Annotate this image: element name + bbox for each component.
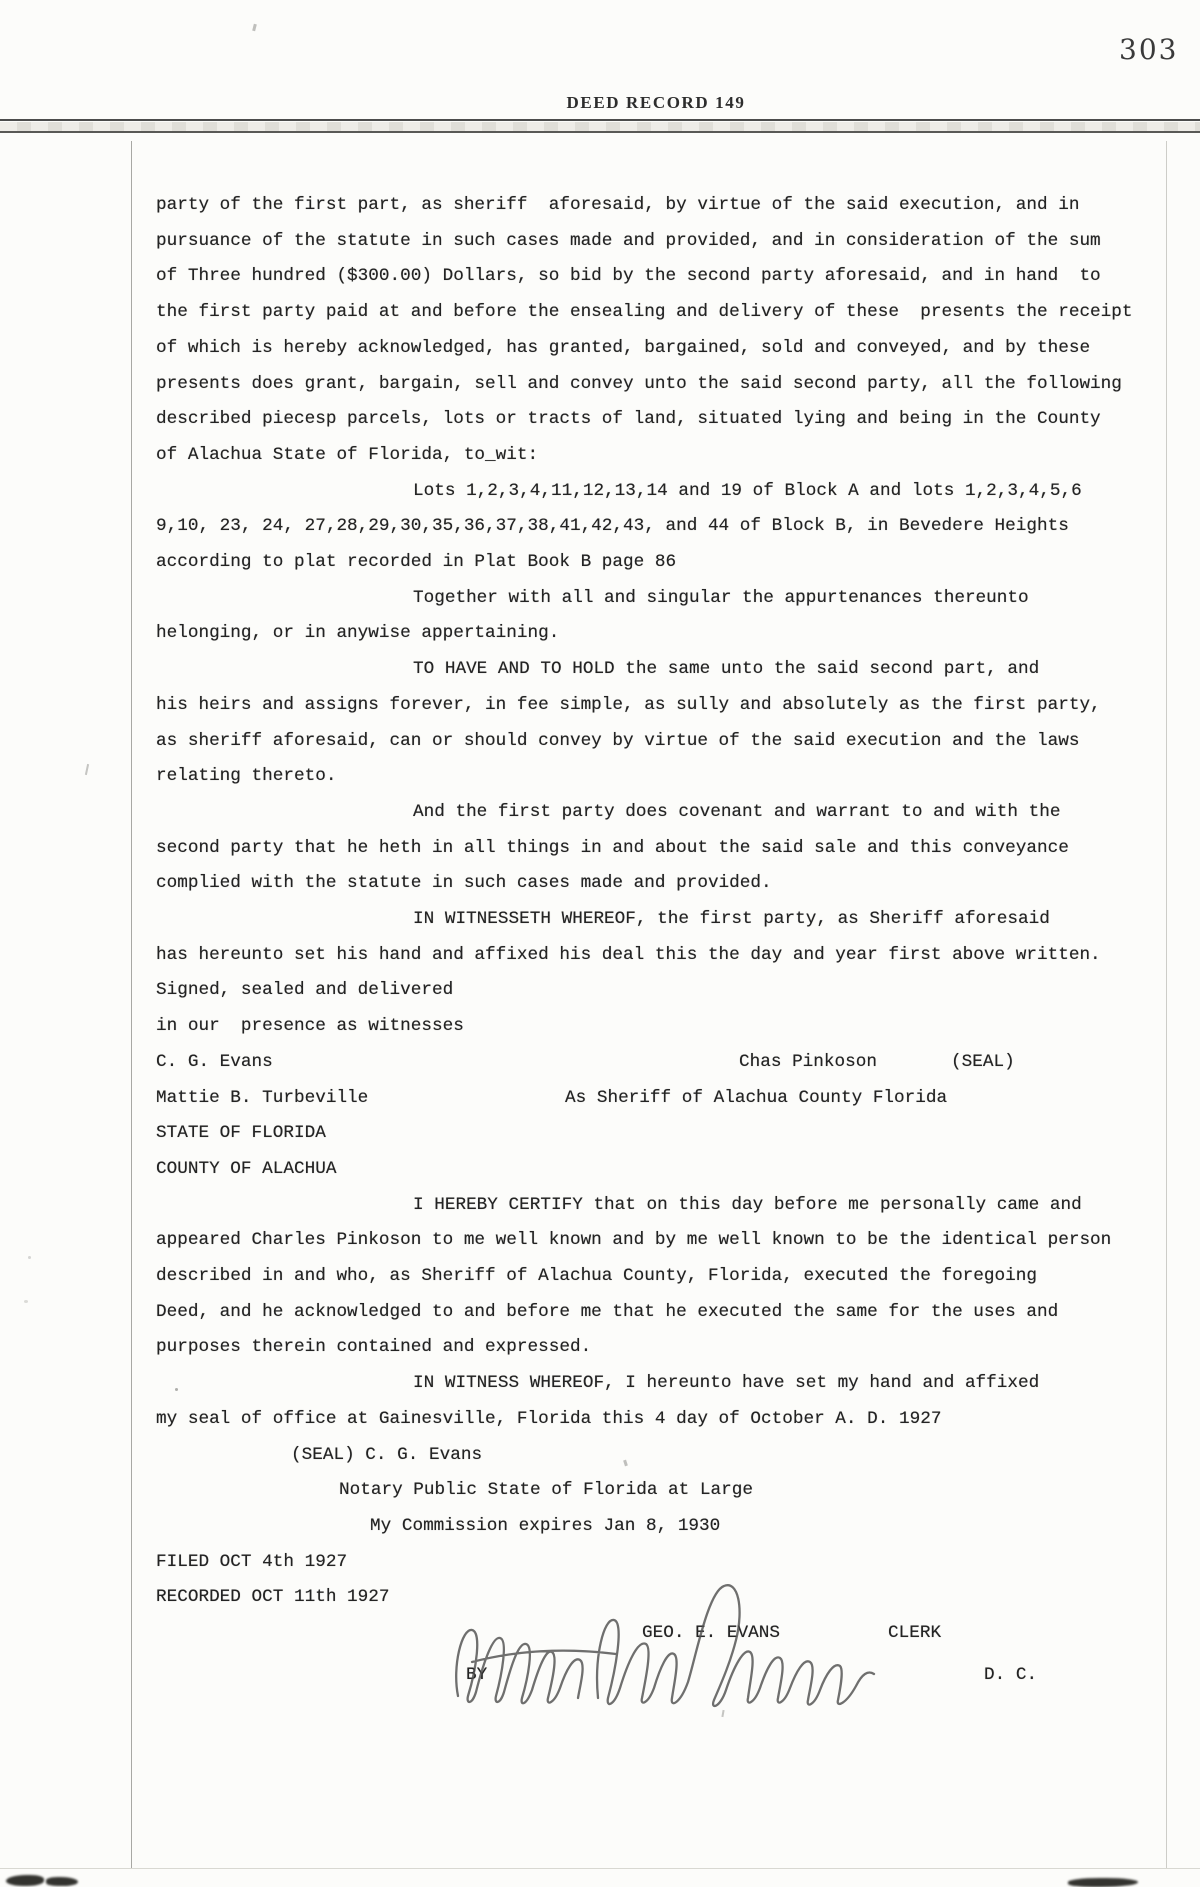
- document-text-segment: IN WITNESSETH WHEREOF, the first party, as Sheriff aforesaid: [413, 909, 1050, 929]
- document-line: [0, 1086, 1200, 1112]
- document-line: [0, 1407, 1200, 1433]
- document-line: [0, 1335, 1200, 1361]
- document-line: [0, 514, 1200, 540]
- document-text-segment: Chas Pinkoson: [739, 1052, 877, 1072]
- document-text-segment: (SEAL): [951, 1052, 1015, 1072]
- document-line: [0, 657, 1200, 683]
- document-text-segment: complied with the statute in such cases made and provided.: [156, 873, 772, 893]
- document-text-segment: And the first party does covenant and warrant to and with the: [413, 802, 1061, 822]
- document-line: [0, 1228, 1200, 1254]
- document-text-segment: D. C.: [984, 1665, 1038, 1685]
- document-text-segment: of which is hereby acknowledged, has granted, bargained, sold and conveyed, and by these: [156, 338, 1091, 358]
- document-text-segment: My Commission expires Jan 8, 1930: [370, 1516, 721, 1536]
- document-text-segment: BY: [466, 1665, 488, 1685]
- document-text-segment: As Sheriff of Alachua County Florida: [565, 1088, 948, 1108]
- document-text-segment: GEO. E. EVANS: [642, 1623, 780, 1643]
- header-rule-bottom: [0, 131, 1200, 133]
- document-line: [0, 1300, 1200, 1326]
- header-rule-top: [0, 119, 1200, 121]
- scan-smudge: [46, 1877, 78, 1886]
- document-line: [0, 1443, 1200, 1469]
- scan-speck: [24, 1300, 28, 1303]
- document-line: [0, 1050, 1200, 1076]
- document-text-segment: appeared Charles Pinkoson to me well known and by me well known to be the identical person: [156, 1230, 1112, 1250]
- document-line: [0, 907, 1200, 933]
- document-text-segment: Lots 1,2,3,4,11,12,13,14 and 19 of Block A and lots 1,2,3,4,5,6: [413, 481, 1082, 501]
- document-text-segment: as sheriff aforesaid, can or should convey by virtue of the said execution and the laws: [156, 731, 1080, 751]
- scan-smudge: [6, 1875, 44, 1886]
- document-line: [0, 693, 1200, 719]
- scan-speck: [175, 1388, 178, 1391]
- document-text-segment: has hereunto set his hand and affixed his deal this the day and year first above written.: [156, 945, 1101, 965]
- document-text-segment: CLERK: [888, 1623, 942, 1643]
- document-text-segment: relating thereto.: [156, 766, 337, 786]
- document-line: [0, 550, 1200, 576]
- document-line: [0, 836, 1200, 862]
- document-text-segment: Together with all and singular the appurtenances thereunto: [413, 588, 1029, 608]
- document-line: [0, 1193, 1200, 1219]
- document-text-segment: my seal of office at Gainesville, Florida this 4 day of October A. D. 1927: [156, 1409, 942, 1429]
- document-line: [0, 372, 1200, 398]
- document-text-segment: the first party paid at and before the ensealing and delivery of these presents the receipt: [156, 302, 1133, 322]
- document-text-segment: second party that he heth in all things in and about the said sale and this conveyance: [156, 838, 1069, 858]
- document-line: [0, 978, 1200, 1004]
- document-text-segment: in our presence as witnesses: [156, 1016, 464, 1036]
- document-line: [0, 1157, 1200, 1183]
- document-line: [0, 407, 1200, 433]
- document-line: [0, 479, 1200, 505]
- document-text-segment: (SEAL) C. G. Evans: [291, 1445, 483, 1465]
- document-line: [0, 1478, 1200, 1504]
- document-line: [0, 1550, 1200, 1576]
- document-text-segment: described piecesp parcels, lots or tracts of land, situated lying and being in the County: [156, 409, 1101, 429]
- document-text-segment: FILED OCT 4th 1927: [156, 1552, 348, 1572]
- document-text-segment: Deed, and he acknowledged to and before me that he executed the same for the uses and: [156, 1302, 1059, 1322]
- document-line: [0, 193, 1200, 219]
- scan-speck: [252, 24, 257, 32]
- scan-speck: [28, 1256, 31, 1259]
- document-text-segment: according to plat recorded in Plat Book B page 86: [156, 552, 677, 572]
- document-line: [0, 586, 1200, 612]
- document-text-segment: Notary Public State of Florida at Large: [339, 1480, 753, 1500]
- document-line: [0, 1121, 1200, 1147]
- document-text-segment: RECORDED OCT 11th 1927: [156, 1587, 390, 1607]
- document-line: [0, 729, 1200, 755]
- document-text-segment: TO HAVE AND TO HOLD the same unto the said second part, and: [413, 659, 1040, 679]
- document-line: [0, 943, 1200, 969]
- document-line: [0, 1014, 1200, 1040]
- document-line: [0, 764, 1200, 790]
- document-line: [0, 300, 1200, 326]
- document-text-segment: purposes therein contained and expressed.: [156, 1337, 592, 1357]
- document-text-segment: C. G. Evans: [156, 1052, 273, 1072]
- document-text-segment: Mattie B. Turbeville: [156, 1088, 369, 1108]
- page-bottom-line: [0, 1868, 1200, 1869]
- clerk-signature-handwriting: [448, 1578, 898, 1728]
- document-text-segment: presents does grant, bargain, sell and convey unto the said second party, all the following: [156, 374, 1122, 394]
- document-text-segment: pursuance of the statute in such cases made and provided, and in consideration of the sum: [156, 231, 1101, 251]
- document-text-segment: party of the first part, as sheriff aforesaid, by virtue of the said execution, and in: [156, 195, 1080, 215]
- document-line: [0, 229, 1200, 255]
- document-line: [0, 800, 1200, 826]
- document-line: [0, 443, 1200, 469]
- document-line: [0, 1371, 1200, 1397]
- document-text-segment: COUNTY OF ALACHUA: [156, 1159, 337, 1179]
- document-text-segment: STATE OF FLORIDA: [156, 1123, 326, 1143]
- document-line: [0, 621, 1200, 647]
- document-line: [0, 264, 1200, 290]
- page-number: 303: [1119, 33, 1179, 66]
- page-header-title: DEED RECORD 149: [566, 93, 746, 112]
- document-text-segment: described in and who, as Sheriff of Alachua County, Florida, executed the foregoing: [156, 1266, 1037, 1286]
- document-text-segment: of Alachua State of Florida, to_wit:: [156, 445, 539, 465]
- document-text-segment: his heirs and assigns forever, in fee simple, as sully and absolutely as the first party,: [156, 695, 1101, 715]
- document-line: [0, 1514, 1200, 1540]
- document-text-segment: I HEREBY CERTIFY that on this day before me personally came and: [413, 1195, 1082, 1215]
- document-line: [0, 871, 1200, 897]
- document-line: [0, 336, 1200, 362]
- document-text-segment: IN WITNESS WHEREOF, I hereunto have set my hand and affixed: [413, 1373, 1040, 1393]
- document-text-segment: 9,10, 23, 24, 27,28,29,30,35,36,37,38,41,42,43, and 44 of Block B, in Bevedere Heights: [156, 516, 1069, 536]
- header-rule-band: [0, 122, 1200, 131]
- document-text-segment: Signed, sealed and delivered: [156, 980, 454, 1000]
- document-text-segment: helonging, or in anywise appertaining.: [156, 623, 560, 643]
- document-line: [0, 1264, 1200, 1290]
- document-text-segment: of Three hundred ($300.00) Dollars, so bid by the second party aforesaid, and in hand to: [156, 266, 1101, 286]
